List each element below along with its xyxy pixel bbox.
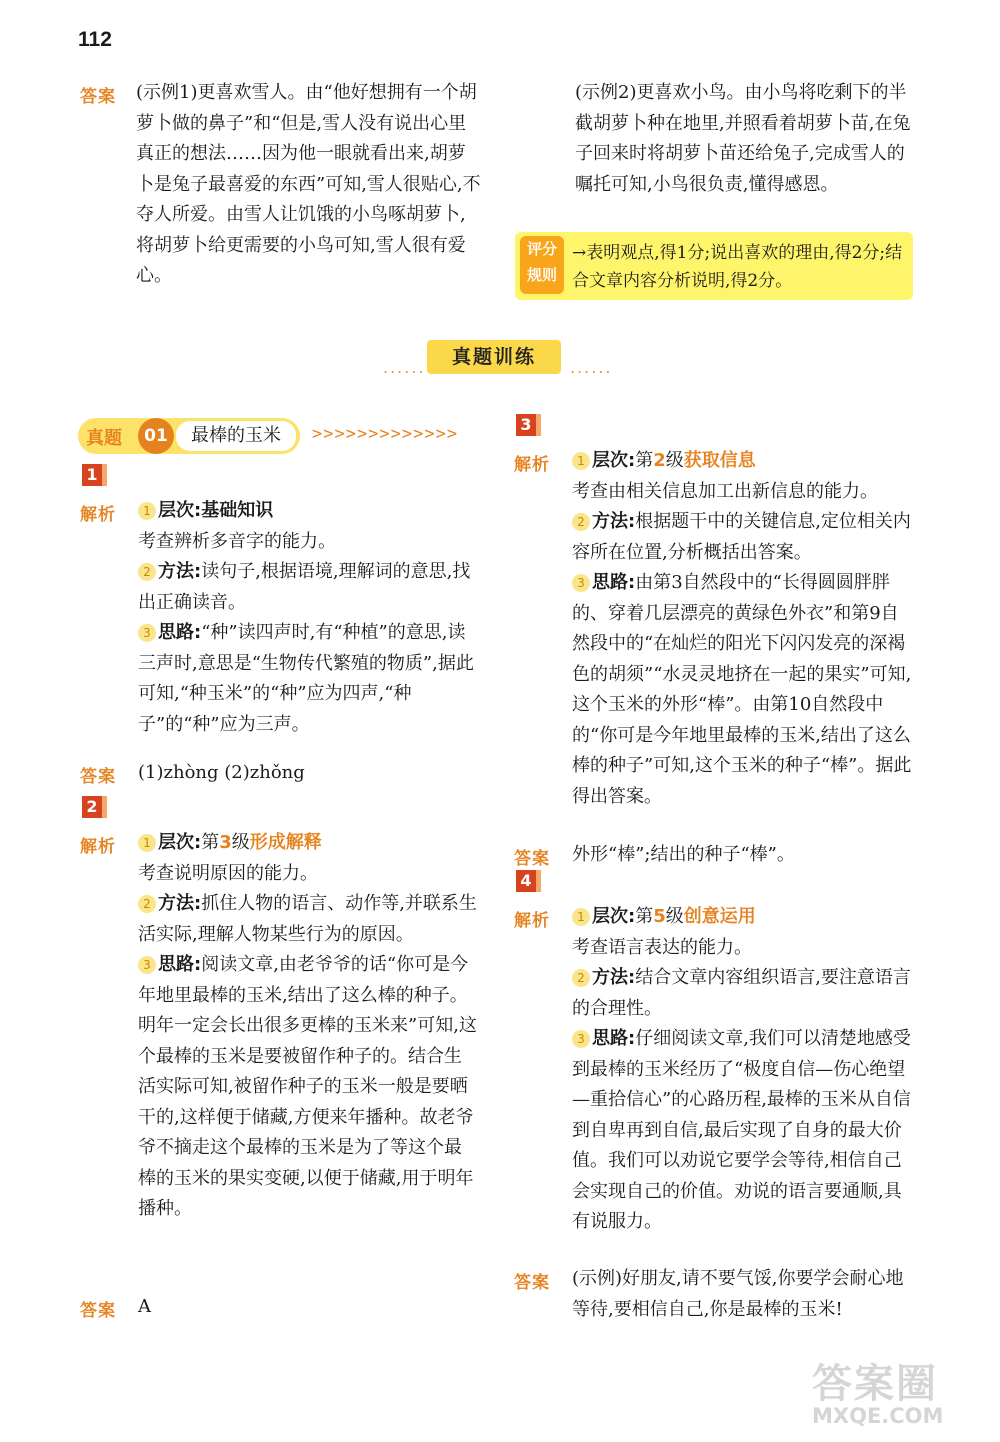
q3-idea: 3 思路:由第3自然段中的“长得圆圆胖胖的、穿着几层漂亮的黄绿色外衣”和第9自然段中的“在灿烂的阳光下闪闪发亮的深褐色的胡须”“水灵灵地挤在一起的果实”可知,这个玉米的外形“棒”。由第10自然段中的“你可是今年地里最棒的玉米,结出了这么棒的种子”可知,这个玉米的种子“棒”。据此得出答案。 — [572, 572, 912, 807]
q1-idea: 3 思路:“种”读四声时,有“种植”的意思,读三声时,意思是“生物传代繁殖的物质”,据此可知,“种玉米”的“种”应为四声,“种子”的“种”应为三声。 — [138, 622, 474, 735]
step-1-icon: 1 — [572, 908, 590, 926]
step-1-icon: 1 — [138, 834, 156, 852]
q2-answer: A — [138, 1296, 151, 1317]
answer-label-q4: 答案 — [514, 1273, 550, 1293]
question-2-number: 2 — [82, 796, 102, 818]
analysis-label-q2: 解析 — [80, 837, 116, 857]
question-1-number: 1 — [82, 464, 102, 486]
q4-level: 1 层次:第5级创意运用 — [572, 902, 912, 933]
question-3-number: 3 — [516, 414, 536, 436]
title-tag-number: 01 — [138, 418, 174, 454]
title-arrows: >>>>>>>>>>>>> — [312, 424, 459, 444]
q4-desc: 考查语言表达的能力。 — [572, 936, 752, 958]
answer-label-q1: 答案 — [80, 767, 116, 787]
q3-analysis — [572, 446, 912, 812]
watermark-url: MXQE.COM — [812, 1404, 944, 1428]
step-2-icon: 2 — [572, 969, 590, 987]
analysis-label-q4: 解析 — [514, 911, 550, 931]
top-left-answer-text: (示例1)更喜欢雪人。由“他好想拥有一个胡萝卜做的鼻子”和“但是,雪人没有说出心里真正的想法……因为他一眼就看出来,胡萝卜是兔子最喜爱的东西”可知,雪人很贴心,不夺人所爱。由雪人让饥饿的小鸟啄胡萝卜,将胡萝卜给更需要的小鸟可知,雪人很有爱心。 — [136, 82, 481, 286]
answer-label-top: 答案 — [80, 87, 116, 107]
top-left-answer — [136, 78, 481, 292]
step-2-icon: 2 — [138, 895, 156, 913]
scoring-rules-text: →表明观点,得1分;说出喜欢的理由,得2分;结合文章内容分析说明,得2分。 — [572, 243, 903, 291]
step-3-icon: 3 — [138, 624, 156, 642]
answer-label-q2: 答案 — [80, 1301, 116, 1321]
q4-answer: (示例)好朋友,请不要气馁,你要学会耐心地等待,要相信自己,你是最棒的玉米! — [572, 1268, 904, 1320]
q1-method: 2 方法:读句子,根据语境,理解词的意思,找出正确读音。 — [138, 561, 471, 613]
step-2-icon: 2 — [138, 563, 156, 581]
q3-method: 2 方法:根据题干中的关键信息,定位相关内容所在位置,分析概括出答案。 — [572, 511, 911, 563]
q4-method: 2 方法:结合文章内容组织语言,要注意语言的合理性。 — [572, 967, 911, 1019]
q3-level: 1 层次:第2级获取信息 — [572, 446, 912, 477]
analysis-label-q1: 解析 — [80, 505, 116, 525]
analysis-label-q3: 解析 — [514, 455, 550, 475]
q4-idea: 3 思路:仔细阅读文章,我们可以清楚地感受到最棒的玉米经历了“极度自信—伤心绝望—重拾信心”的心路历程,最棒的玉米从自信到自卑再到自信,最后实现了自身的最大价值。我们可以劝说它要学会等待,相信自己会实现自己的价值。劝说的语言要通顺,具有说服力。 — [572, 1028, 911, 1232]
q2-level-name: 形成解释 — [249, 832, 322, 853]
q3-desc: 考查由相关信息加工出新信息的能力。 — [572, 480, 878, 502]
q1-level: 1 层次:基础知识 — [138, 496, 478, 527]
step-2-icon: 2 — [572, 513, 590, 531]
q1-desc: 考查辨析多音字的能力。 — [138, 530, 336, 552]
q1-analysis — [138, 496, 478, 740]
q1-answer: (1)zhòng (2)zhǒng — [138, 762, 305, 783]
scoring-rules-tag-line1: 评分 — [526, 240, 557, 258]
question-4-number: 4 — [516, 870, 536, 892]
q4-level-name: 创意运用 — [683, 906, 756, 927]
q2-desc: 考查说明原因的能力。 — [138, 862, 318, 884]
page-number: 112 — [78, 28, 112, 51]
passage-title: 最棒的玉米 — [176, 421, 296, 451]
title-tag-label: 真题 — [86, 428, 122, 449]
q2-level: 1 层次:第3级形成解释 — [138, 828, 478, 859]
q3-level-name: 获取信息 — [683, 450, 756, 471]
q2-analysis — [138, 828, 478, 1225]
step-3-icon: 3 — [138, 956, 156, 974]
scoring-rules-tag — [520, 236, 564, 294]
q3-answer: 外形“棒”;结出的种子“棒”。 — [572, 844, 795, 865]
section-banner: 真题训练 — [427, 340, 561, 374]
q4-analysis — [572, 902, 912, 1238]
q2-idea: 3 思路:阅读文章,由老爷爷的话“你可是今年地里最棒的玉米,结出了这么棒的种子。明年一定会长出很多更棒的玉米来”可知,这个最棒的玉米是要被留作种子的。结合生活实际可知,被留作种子的玉米一般是要晒干的,这样便于储藏,方便来年播种。故老爷爷不摘走这个最棒的玉米是为了等这个最棒的玉米的果实变硬,以便于储藏,用于明年播种。 — [138, 954, 477, 1219]
watermark-logo: 答案圈 — [812, 1361, 938, 1407]
q2-method: 2 方法:抓住人物的语言、动作等,并联系生活实际,理解人物某些行为的原因。 — [138, 893, 477, 945]
step-3-icon: 3 — [572, 574, 590, 592]
scoring-rules-tag-line2: 规则 — [526, 266, 557, 284]
step-1-icon: 1 — [572, 452, 590, 470]
answer-label-q3: 答案 — [514, 849, 550, 869]
step-3-icon: 3 — [572, 1030, 590, 1048]
banner-dots-left: ...... — [383, 358, 426, 377]
top-right-answer-text: (示例2)更喜欢小鸟。由小鸟将吃剩下的半截胡萝卜种在地里,并照看着胡萝卜苗,在兔子回来时将胡萝卜苗还给兔子,完成雪人的嘱托可知,小鸟很负责,懂得感恩。 — [575, 82, 911, 195]
banner-dots-right: ...... — [570, 358, 613, 377]
top-right-answer — [575, 78, 915, 200]
q1-level-value: 基础知识 — [201, 500, 274, 521]
step-1-icon: 1 — [138, 502, 156, 520]
